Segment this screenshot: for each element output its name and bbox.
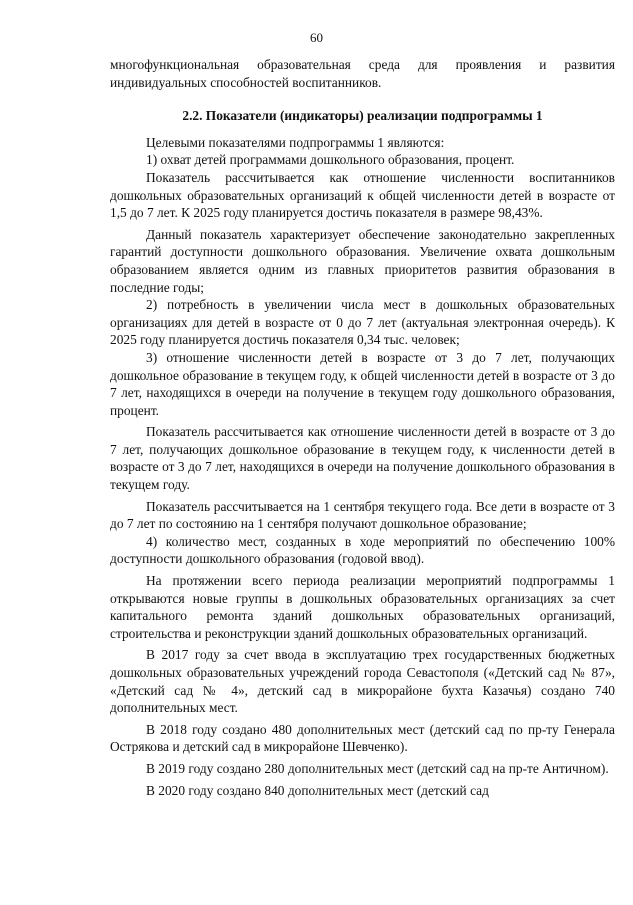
paragraph: В 2018 году создано 480 дополнительных мест (детский сад по пр-ту Генерала Острякова и детский сад в микрорайоне Шевченко).	[110, 721, 615, 755]
document-body	[110, 56, 615, 799]
paragraph: 1) охват детей программами дошкольного образования, процент.	[146, 152, 515, 168]
paragraph: Целевыми показателями подпрограммы 1 являются:	[146, 134, 445, 150]
section-title: 2.2. Показатели (индикаторы) реализации подпрограммы 1	[182, 108, 543, 124]
paragraph: 2) потребность в увеличении числа мест в дошкольных образовательных организациях для детей в возрасте от 0 до 7 лет (актуальная электронная очередь). К 2025 году планируется достичь показателя 0,34 тыс. человек;	[110, 297, 615, 348]
paragraph: В 2020 году создано 840 дополнительных мест (детский сад	[146, 782, 489, 798]
paragraph: 3) отношение численности детей в возрасте от 3 до 7 лет, получающих дошкольное образование в текущем году, к общей численности детей в возрасте от 3 до 7 лет, находящихся в очереди на получение в текущем году дошкольного образования, процент.	[110, 349, 615, 418]
paragraph: В 2019 году создано 280 дополнительных мест (детский сад на пр-те Античном).	[146, 760, 609, 776]
paragraph: Показатель рассчитывается как отношение численности детей в возрасте от 3 до 7 лет, получающих дошкольное образование в текущем году, к численности детей в возрасте от 3 до 7 лет, находящихся в очереди на получение дошкольного образования в текущем году.	[110, 424, 615, 493]
paragraph: 4) количество мест, созданных в ходе мероприятий по обеспечению 100% доступности дошкольного образования (годовой ввод).	[110, 533, 615, 567]
paragraph: Данный показатель характеризует обеспечение законодательно закрепленных гарантий доступности дошкольного образования. Увеличение охвата дошкольным образованием является одним из главных приоритетов развития образования в последние годы;	[110, 226, 615, 295]
paragraph: Показатель рассчитывается на 1 сентября текущего года. Все дети в возрасте от 3 до 7 лет по состоянию на 1 сентября получают дошкольное образование;	[110, 498, 615, 532]
paragraph: На протяжении всего периода реализации мероприятий подпрограммы 1 открываются новые группы в дошкольных образовательных организациях за счет капитального ремонта зданий дошкольных образовательных организаций, строительства и реконструкции зданий дошкольных образовательных организаций.	[110, 573, 615, 641]
intro-paragraph: многофункциональная образовательная среда для проявления и развития индивидуальных способностей воспитанников.	[110, 57, 615, 90]
paragraph: Показатель рассчитывается как отношение численности воспитанников дошкольных образовательных организаций к общей численности детей в возрасте от 1,5 до 7 лет. К 2025 году планируется достичь показателя в размере 98,43%.	[110, 169, 615, 221]
paragraph: В 2017 году за счет ввода в эксплуатацию трех государственных бюджетных дошкольных образовательных учреждений города Севастополя («Детский сад № 87», «Детский сад № 4», детский сад в микрорайоне бухта Казачья) создано 740 дополнительных мест.	[110, 647, 615, 716]
page-number: 60	[310, 30, 323, 45]
